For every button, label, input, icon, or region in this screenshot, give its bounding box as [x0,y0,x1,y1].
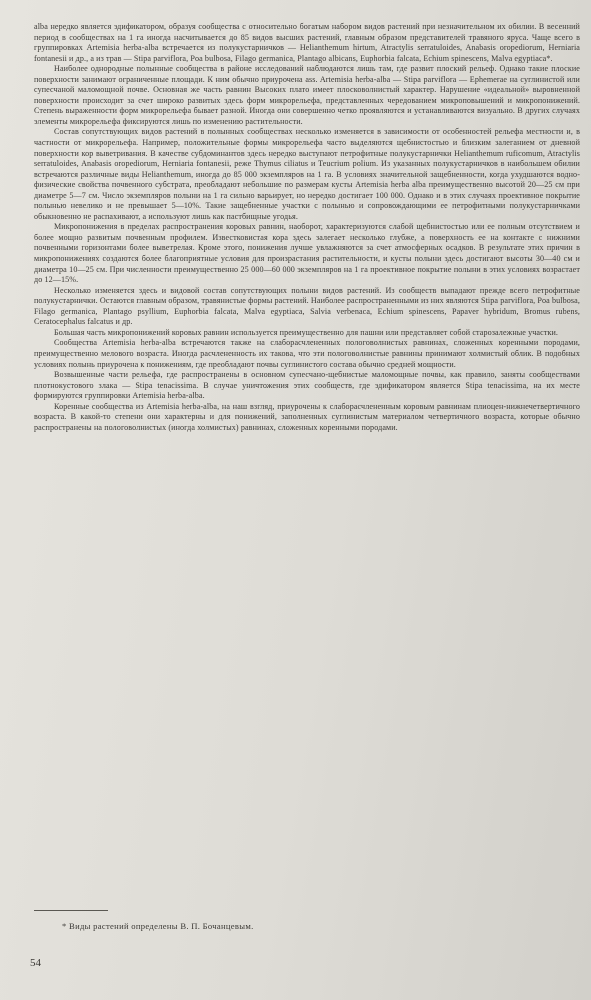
footnote-divider [34,910,108,911]
page-number: 54 [30,957,41,969]
paragraph-5: Несколько изменяется здесь и видовой состав сопутствующих полыни видов растений. Из сообществ выпадают прежде всего петрофитные полукустарнички. Остаются главным образом, травянистые формы растений. Наиболее распространенными из них являются Stipa parviflora, Poa bulbosa, Filago germanica, Plantago psyllium, Euphorbia falcata, Malva egyptiaca, Salvia verbenaca, Echium spinescens, Papaver hybridum, Bromus rubens, Ceratocephalus falcatus и др. [34,285,580,327]
paragraph-4: Микропонижения в пределах распространения коровых равнин, наоборот, характеризуются слабой щебнистостью или ее полным отсутствием и более мощно развитым почвенным профилем. Известковистая кора здесь залегает несколько глубже, а поверхность ее на контакте с нижними почвенными горизонтами более выветрелая. Кроме этого, понижения лучше увлажняются за счет атмосферных осадков. В результате этих причин в микропонижениях создаются более благоприятные условия для произрастания растительности, и кусты полыни здесь достигают высоты 30—40 см и диаметра 10—25 см. При численности преимущественно 25 000—60 000 экземпляров на 1 га проективное покрытие полыни в этих условиях возрастает до 12—15%. [34,222,580,285]
paragraph-7: Сообщества Artemisia herba-alba встречаются также на слаборасчлененных пологоволнистых равнинах, сложенных коренными породами, преимущественно мелового возраста. Иногда расчлененность их такова, что эти пологоволнистые равнины принимают холмистый облик. В подобных условиях полынь приурочена к понижениям, где преобладают почвы суглинистого состава обычно средней мощности. [34,338,580,369]
footnote: * Виды растений определены В. П. Бочанцевым. [62,921,254,931]
paragraph-1: alba нередко является эдификатором, образуя сообщества с относительно богатым набором видов растений при незначительном их обилии. В весенний период в сообществах на 1 га иногда насчитывается до 85 видов высших растений, главным образом представителей травяного яруса. Чаще всего в группировках Artemisia herba-alba встречается из полукустарничков — Helianthemum hirtum, Atractylis serratuloides, Anabasis oropediorum, Herniaria fontanesii и др., а из трав — Stipa parviflora, Poa bulbosa, Filago germanica, Plantago albicans, Euphorbia falcata, Echium spinescens, Malva egyptiaca*. [34,22,580,63]
paragraph-8: Возвышенные части рельефа, где распространены в основном супесчано-щебнистые маломощные почвы, как правило, заняты сообществами плотнокустового злака — Stipa tenacissima. В случае уничтожения этих сообществ, где эдификатором является Stipa tenacissima, на их месте формируются группировки Artemisia herba-alba. [34,370,580,401]
page-body [34,22,580,433]
paragraph-3: Состав сопутствующих видов растений в полынных сообществах несколько изменяется в зависимости от особенностей рельефа местности и, в частности от микрорельефа. Например, положительные формы микрорельефа часто выделяются щебнистостью и близким залеганием от дневной поверхности кор выветривания. В качестве субдоминантов здесь нередко выступают петрофитные полукустарнички Helianthemum ruficomum, Atractylis serratuloides, Anabasis oropediorum, Herniaria fontanesii, реже Thymus ciliatus и Teucrium polium. Из указанных полукустарничков в наибольшем обилии встречаются различные виды Helianthemum, иногда до 85 000 экземпляров на 1 га. В условиях значительной защебненности, когда ухудшаются водно-физические свойства почвенного субстрата, преобладают небольшие по размерам кусты Artemisia herba alba преимущественно высотой 20—25 см при диаметре 5—7 см. Число экземпляров полыни на 1 га сильно варьирует, но нередко достигает 100 000. Однако и в этих случаях проективное покрытие полынью невелико и не превышает 5—10%. Такие защебненные участки с полынью и сопровождающими ее петрофитными полукустарничками обыкновенно не распахивают, а используют лишь как пастбищные угодья. [34,127,580,221]
paragraph-9: Коренные сообщества из Artemisia herba-alba, на наш взгляд, приурочены к слаборасчлененным коровым равнинам плиоцен-нижнечетвертичного возраста. В какой-то степени они характерны и для понижений, заполненных суглинистым материалом четвертичного возраста, которые обычно распространены на пологоволнистых (иногда холмистых) равнинах, сложенных коренными породами. [34,401,580,432]
paragraph-2: Наиболее однородные полынные сообщества в районе исследований наблюдаются лишь там, где развит плоский рельеф. Однако такие плоские поверхности занимают ограниченные площади. К ним обычно приурочена ass. Artemisia herba-alba — Stipa parviflora — Ephemerae на суглинистой или супесчаной маломощной почве. Основная же часть равнин Высоких плато имеет плосковолнистый характер. Нарушение «идеальной» выровненной поверхности происходит за счет широко развитых здесь форм микрорельефа, представленных чередованием микроповышений и микропонижений. Степень выраженности форм микрорельефа бывает разной. Иногда они совершенно четко проявляются и устанавливаются визуально. В других случаях элементы микрорельефа фиксируются лишь по изменению растительности. [34,64,580,126]
paragraph-6: Большая часть микропонижений коровых равнин используется преимущественно для пашни или представляет собой старозалежные участки. [54,327,559,337]
